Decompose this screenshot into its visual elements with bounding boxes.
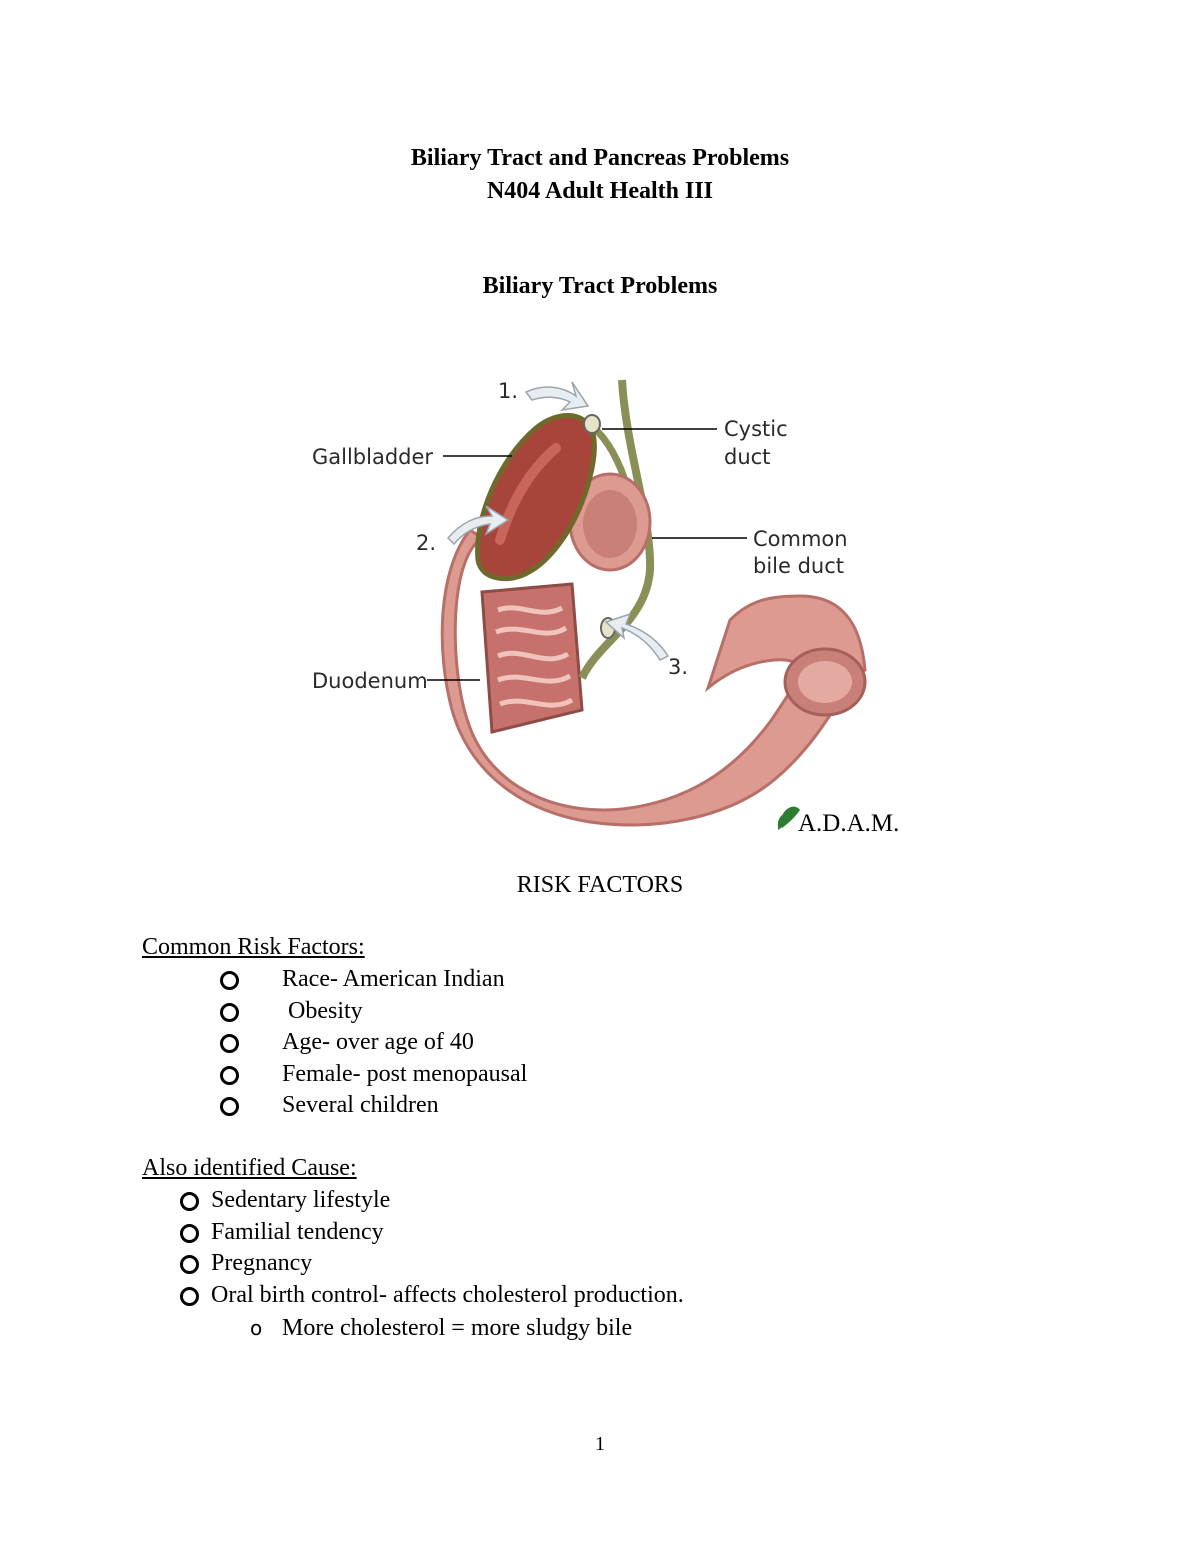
logo-text: A.D.A.M.	[798, 810, 900, 837]
biliary-anatomy-figure	[300, 370, 910, 840]
circle-bullet-icon	[220, 971, 239, 990]
label-cystic-duct-line1: Cystic	[724, 417, 788, 441]
circle-bullet-icon	[220, 1003, 239, 1022]
circle-bullet-icon	[180, 1224, 199, 1243]
risk-factors-title: RISK FACTORS	[516, 872, 684, 898]
common-risk-heading: Common Risk Factors:	[142, 934, 365, 960]
section-title: Biliary Tract Problems	[482, 273, 718, 299]
label-duodenum: Duodenum	[312, 669, 428, 693]
page-number: 1	[595, 1433, 605, 1455]
circle-bullet-icon	[220, 1097, 239, 1116]
circle-bullet-icon	[180, 1287, 199, 1306]
circle-bullet-icon	[220, 1066, 239, 1085]
duodenum-lumen-inner	[798, 661, 852, 703]
adam-logo	[778, 807, 899, 837]
stone-1	[584, 415, 600, 433]
label-gallbladder: Gallbladder	[312, 445, 434, 469]
also-identified-heading: Also identified Cause:	[142, 1155, 357, 1181]
course-title: N404 Adult Health III	[486, 178, 714, 204]
label-common-bile-duct-line1: Common	[753, 527, 848, 551]
circle-bullet-icon	[180, 1192, 199, 1211]
marker-2: 2.	[416, 531, 437, 555]
label-common-bile-duct-line2: bile duct	[753, 554, 845, 578]
arrow-1	[526, 382, 588, 410]
marker-3: 3.	[668, 655, 689, 679]
document-title: Biliary Tract and Pancreas Problems	[410, 145, 790, 171]
label-cystic-duct-line2: duct	[724, 445, 771, 469]
circle-bullet-icon	[220, 1034, 239, 1053]
marker-1: 1.	[498, 379, 519, 403]
small-circle-bullet-icon: o	[250, 1316, 263, 1340]
gallbladder-shape	[478, 415, 595, 578]
circle-bullet-icon	[180, 1255, 199, 1274]
